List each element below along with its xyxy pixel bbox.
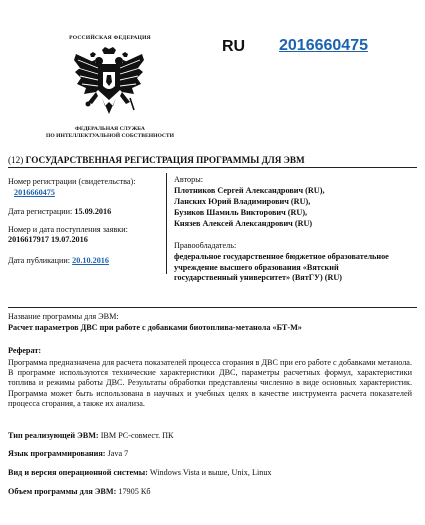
- title-rule: [8, 167, 417, 168]
- abstract-text: [8, 358, 412, 409]
- reg-number-label: Номер регистрации (свидетельства):: [8, 177, 136, 186]
- application-label: Номер и дата поступления заявки:: [8, 225, 128, 234]
- program-name: Расчет параметров ДВС при работе с добавками биотоплива-метанола «БТ-М»: [8, 323, 302, 332]
- language-row: [8, 449, 128, 459]
- author-item: Князев Алексей Александрович (RU): [174, 219, 313, 228]
- author-item: Бузиков Шамиль Викторович (RU),: [174, 208, 308, 217]
- country-code: RU: [222, 38, 246, 55]
- author-item: Ланских Юрий Владимирович (RU),: [174, 197, 311, 206]
- column-divider: [166, 173, 167, 274]
- program-name-label: Название программы для ЭВМ:: [8, 312, 119, 321]
- coat-of-arms-emblem: [72, 46, 146, 120]
- agency-line-2: ПО ИНТЕЛЛЕКТУАЛЬНОЙ СОБСТВЕННОСТИ: [46, 133, 174, 139]
- document-title: [8, 155, 305, 165]
- language-label: Язык программирования:: [8, 449, 106, 458]
- registration-number-link[interactable]: 2016660475: [279, 37, 368, 54]
- agency-name: [35, 126, 185, 140]
- reg-number-link[interactable]: 2016660475: [14, 188, 55, 197]
- computer-row: [8, 431, 174, 441]
- holder-label: Правообладатель:: [174, 241, 237, 250]
- holder-value: федеральное государственное бюджетное образовательное учреждение высшего образования «Вятский государственный университет» (ВятГУ) (RU): [174, 252, 389, 282]
- computer-label: Тип реализующей ЭВМ:: [8, 431, 99, 440]
- authors-list: [174, 185, 325, 229]
- application-value: 2016617917 19.07.2016: [8, 235, 88, 244]
- os-value: Windows Vista и выше, Unix, Linux: [149, 468, 272, 477]
- publication-date-link[interactable]: 20.10.2016: [72, 256, 109, 265]
- title-code: (12): [8, 155, 24, 165]
- reg-date-row: [8, 207, 111, 217]
- abstract-label: Реферат:: [8, 346, 42, 355]
- language-value: Java 7: [107, 449, 129, 458]
- size-row: [8, 487, 151, 497]
- country-name: РОССИЙСКАЯ ФЕДЕРАЦИЯ: [69, 35, 151, 41]
- section-rule: [8, 307, 417, 308]
- abstract-paragraph: Программа предназначена для расчета показателей процесса сгорания в ДВС при его работе с добавками метанола. В программе используются технические характеристики ДВС, параметры расчетных формул, характеристики топлива и режимы работы ДВС. Результаты обработки представлены численно в виде основных характеристик. Программа может быть использована в научных и учебных целях в качестве инструмента расчета показателей процесса сгорания, а также их анализа.: [8, 358, 412, 408]
- agency-line-1: ФЕДЕРАЛЬНАЯ СЛУЖБА: [75, 126, 145, 132]
- authors-label: Авторы:: [174, 175, 204, 184]
- reg-date-label: Дата регистрации:: [8, 207, 73, 216]
- size-value: 17905 Кб: [118, 487, 151, 496]
- os-label: Вид и версия операционной системы:: [8, 468, 148, 477]
- os-row: [8, 468, 272, 478]
- author-item: Плотников Сергей Александрович (RU),: [174, 186, 325, 195]
- computer-value: IBM PC-совмест. ПК: [100, 431, 174, 440]
- title-text: ГОСУДАРСТВЕННАЯ РЕГИСТРАЦИЯ ПРОГРАММЫ ДЛЯ ЭВМ: [25, 155, 305, 165]
- size-label: Объем программы для ЭВМ:: [8, 487, 117, 496]
- reg-date-value: 15.09.2016: [74, 207, 112, 216]
- publication-row: [8, 256, 109, 266]
- publication-label: Дата публикации:: [8, 256, 71, 265]
